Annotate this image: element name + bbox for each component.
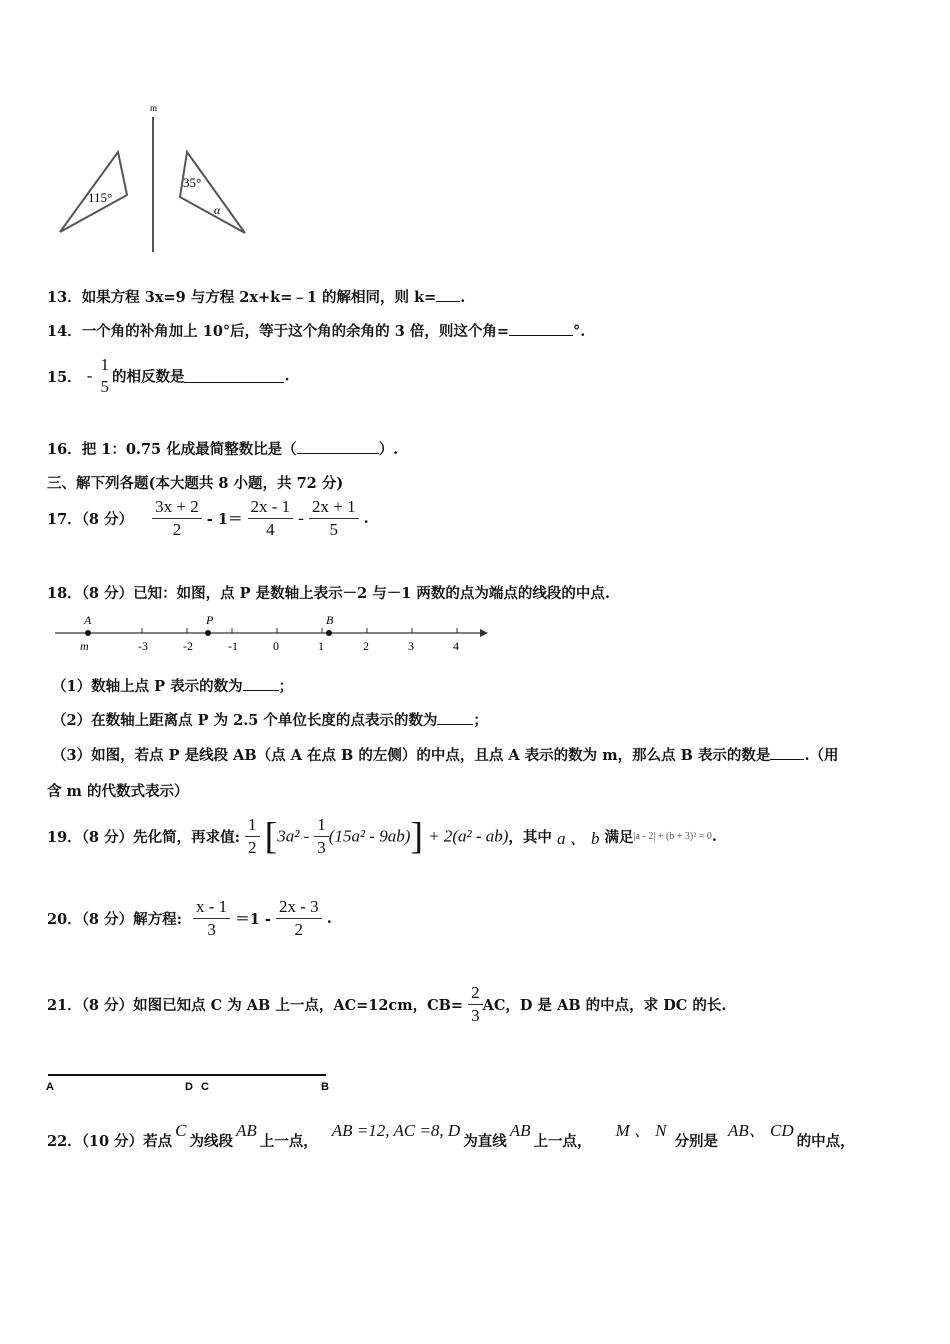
question-18-part-3-cont: 含 m 的代数式表示）	[47, 783, 189, 800]
answer-blank[interactable]	[509, 322, 573, 336]
question-18-part-2: （2）在数轴上距离点 P 为 2.5 个单位长度的点表示的数为 ；	[52, 712, 488, 729]
number-line	[50, 612, 490, 658]
question-18: 18．（8 分）已知：如图，点 P 是数轴上表示－2 与－1 两数的点为端点的线段的中点.	[47, 585, 610, 602]
question-15: 15． - 1 5 的相反数是 .	[47, 355, 290, 396]
tick-label: -3	[138, 639, 148, 653]
answer-blank[interactable]	[770, 746, 804, 760]
point-a-label: A	[84, 613, 92, 627]
segment-label-c: C	[201, 1081, 209, 1093]
tick-label: 2	[363, 639, 369, 653]
answer-blank[interactable]	[436, 288, 460, 302]
answer-blank[interactable]	[184, 369, 284, 383]
right-triangle	[180, 152, 245, 233]
question-21: 21．（8 分）如图已知点 C 为 AB 上一点，AC=12cm，CB= $\frac{2}{3}$ AC，D 是 AB 的中点，求 DC 的长.	[47, 983, 727, 1025]
answer-blank[interactable]	[243, 677, 279, 691]
section-heading: 三、解下列各题(本大题共 8 小题，共 72 分)	[47, 475, 344, 492]
segment-label-d: D	[185, 1081, 193, 1093]
answer-blank[interactable]	[437, 711, 473, 725]
m-label: m	[80, 639, 89, 653]
question-20: 20．（8 分）解方程: $\frac{x - 1}{3}$ ＝1 - $\frac{2x - 3}{2}$ .	[47, 897, 332, 939]
point-p-dot	[205, 630, 211, 636]
point-a-dot	[85, 630, 91, 636]
question-18-part-3: （3）如图，若点 P 是线段 AB（点 A 在点 B 的左侧）的中点，且点 A 表示的数为 m，那么点 B 表示的数是 .（用	[52, 747, 839, 764]
point-p-label: P	[206, 613, 214, 627]
triangle-figure	[50, 95, 260, 260]
tick-label: 1	[318, 639, 324, 653]
segment-label-b: B	[321, 1081, 329, 1093]
question-14: 14．一个角的补角加上 10°后，等于这个角的余角的 3 倍，则这个角= °.	[47, 323, 586, 340]
question-22: 22．（10 分）若点C为线段AB上一点，AB =12, AC =8, D为直线AB上一点，M 、 N分别是AB、 CD的中点，	[47, 1121, 855, 1150]
mirror-line-label: m	[150, 103, 158, 113]
right-angle-label: 35°	[183, 175, 202, 190]
point-b-dot	[326, 630, 332, 636]
question-16: 16．把 1：0.75 化成最简整数比是（ ）.	[47, 441, 399, 458]
question-19: 19．（8 分）先化简，再求值: $\frac{1}{2}$ [3a² - $\frac{1}{3}$ (15a² - 9ab)] + 2(a² - ab)，其中 a 、 b 满足|a - 2| + (b + 3)² = 0.	[47, 815, 717, 858]
question-17: 17．（8 分） $\frac{3x + 2}{2}$ - 1＝ $\frac{2x - 1}{4}$ - $\frac{2x + 1}{5}$ .	[47, 497, 369, 539]
tick-label: -2	[183, 639, 193, 653]
left-angle-label: 115°	[88, 190, 113, 205]
segment-label-a: A	[46, 1081, 54, 1093]
question-18-part-1: （1）数轴上点 P 表示的数为 ；	[52, 678, 294, 695]
point-b-label: B	[326, 613, 334, 627]
alpha-label: α	[214, 203, 221, 217]
question-13: 13．如果方程 3x=9 与方程 2x+k=﹣1 的解相同，则 k= .	[47, 289, 466, 306]
answer-blank[interactable]	[297, 440, 379, 454]
tick-label: -1	[228, 639, 238, 653]
fraction: 1 5	[100, 355, 109, 396]
segment-figure	[44, 1068, 344, 1094]
arrow-icon	[480, 629, 488, 637]
tick-label: 4	[453, 639, 459, 653]
tick-label: 0	[273, 639, 279, 653]
tick-label: 3	[408, 639, 414, 653]
